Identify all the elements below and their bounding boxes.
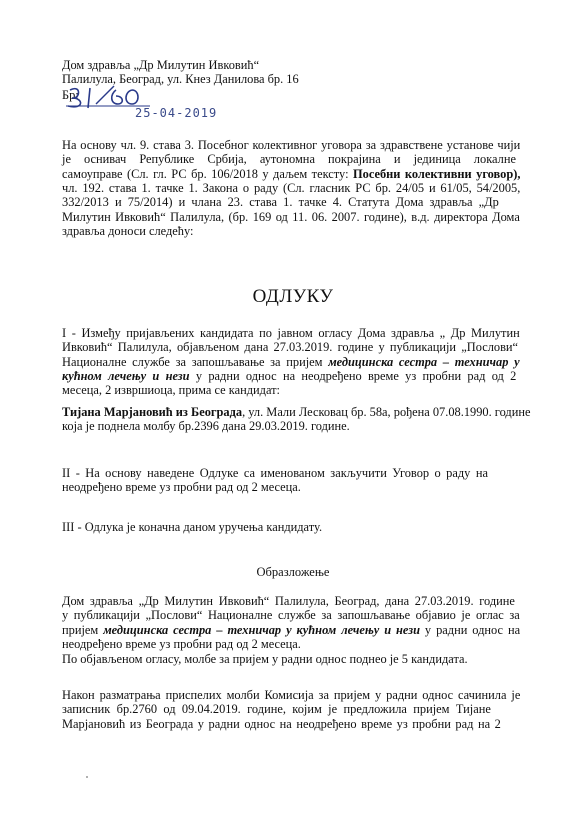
intro-line: [62, 181, 520, 195]
section1-line: [62, 326, 520, 340]
text-run: На основу чл. 9. става 3. Посебног колективног уговора за здравствене установе чији: [62, 138, 521, 152]
text-run: Након разматрања приспелих молби Комисија за пријем у радни однос сачинила је: [62, 688, 521, 702]
candidate-line: [62, 405, 530, 419]
text-run: , ул. Мали Лесковац бр. 58а, рођена 07.08.1990. године: [242, 405, 531, 419]
text-run: медицинска сестра – техничар у: [328, 354, 520, 369]
section2-line: [62, 466, 488, 480]
text-run: у публикацији „Послови“ Националне службе за запошљавање објавио је оглас за: [62, 608, 520, 623]
reasoning-paragraph-2: По објављеном огласу, молбе за пријем у радни однос поднео је 5 кандидата.: [62, 652, 468, 666]
reasoning-title: Образложење: [256, 565, 330, 579]
text-run: је оснивач Републике Србија, аутономна покрајина и јединица локалне: [62, 152, 516, 167]
reasoning1-line: [62, 608, 520, 622]
text-run: пријем: [62, 622, 104, 637]
text-run: Марјановић из Београда у радни однос на неодређено време уз пробни рад на 2: [62, 716, 501, 731]
intro-line: [62, 224, 193, 238]
text-run: Милутин Ивковић“ Палилула, (бр. 169 од 11. 06. 2007. године), в.д. директора Дома: [62, 209, 520, 224]
institution-address: Палилула, Београд, ул. Кнез Данилова бр. 16: [62, 72, 299, 86]
section1-line: [62, 340, 518, 354]
reasoning1-line: [62, 594, 515, 608]
text-run: 332/2013 и 75/2014) и члана 23. става 1. тачке 4. Статута Дома здравља „Др: [62, 195, 499, 210]
intro-line: [62, 210, 520, 224]
reasoning3-line: [62, 717, 501, 731]
date-stamp: 25-04-2019: [135, 106, 218, 120]
section1-line: [62, 355, 520, 369]
intro-line: [62, 138, 520, 152]
text-run: у радни однос на: [419, 622, 521, 637]
scan-speck: [86, 776, 88, 778]
text-run: Посебни колективни уговор),: [352, 166, 521, 181]
text-run: II - На основу наведене Одлуке са именованом закључити Уговор о раду на: [62, 466, 488, 480]
text-run: неодређено време уз пробни рад од 2 месеца.: [62, 636, 301, 651]
reasoning1-line: [62, 637, 301, 651]
text-run: Тијана Марјановић из Београда: [62, 405, 243, 419]
intro-line: [62, 152, 516, 166]
text-run: Ивковић“ Палилула, објављеном дана 27.03.2019. године у публикацији „Послови“: [62, 340, 519, 355]
text-run: Дом здравља „Др Милутин Ивковић“ Палилула, Београд, дана 27.03.2019. године: [62, 594, 515, 608]
text-run: чл. 192. става 1. тачке 1. Закона о раду (Сл. гласник РС бр. 24/05 и 61/05, 54/2005,: [62, 180, 521, 195]
text-run: записник бр.2760 од 09.04.2019. године, којим је предложила пријем Тијане: [62, 702, 491, 717]
document-title: ОДЛУКУ: [252, 286, 334, 307]
intro-line: [62, 195, 499, 209]
reference-number-label: Бр:: [62, 88, 79, 102]
text-run: кућном лечењу и нези: [62, 368, 190, 383]
institution-name: Дом здравља „Др Милутин Ивковић“: [62, 58, 260, 72]
text-run: месеца, 2 извршиоца, прима се кандидат:: [62, 383, 280, 398]
text-run: која је поднела молбу бр.2396 дана 29.03.2019. године.: [62, 419, 350, 434]
text-run: у радни однос на неодређено време уз пробни рад од 2: [189, 368, 517, 383]
text-run: неодређено време уз пробни рад од 2 месеца.: [62, 480, 301, 495]
section1-line: [62, 369, 516, 383]
reasoning3-line: [62, 702, 491, 716]
intro-line: [62, 167, 520, 181]
section2-line: [62, 480, 301, 494]
candidate-line: [62, 419, 350, 433]
reasoning1-line: [62, 623, 520, 637]
text-run: медицинска сестра – техничар у кућном лечењу и нези: [103, 622, 420, 637]
reasoning3-line: [62, 688, 520, 702]
text-run: I - Између пријављених кандидата по јавном огласу Дома здравља „ Др Милутин: [62, 326, 520, 340]
decision-section-3: III - Одлука је коначна даном уручења кандидату.: [62, 520, 323, 534]
section1-line: [62, 383, 280, 397]
text-run: Националне службе за запошљавање за пријем: [62, 354, 329, 369]
text-run: самоуправе (Сл. гл. РС бр. 106/2018 у даљем тексту:: [62, 166, 353, 181]
text-run: здравља доноси следећу:: [62, 223, 194, 238]
